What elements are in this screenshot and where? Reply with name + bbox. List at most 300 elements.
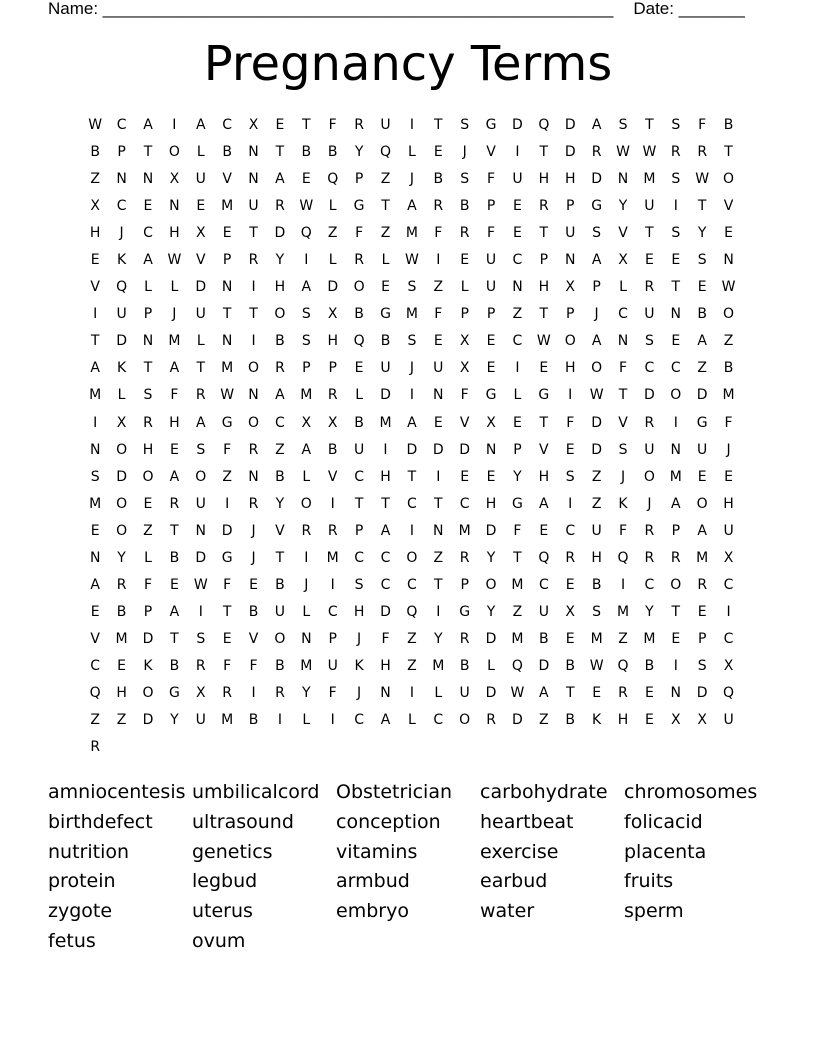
- grid-letter: W: [589, 387, 604, 404]
- grid-letter: R: [169, 495, 180, 512]
- grid-letter: X: [90, 198, 100, 215]
- grid-letter: E: [90, 522, 100, 539]
- grid-letter: G: [380, 306, 391, 323]
- grid-letter: I: [409, 684, 414, 701]
- grid-letter: O: [116, 495, 128, 512]
- grid-letter: R: [433, 198, 444, 215]
- grid-letter: T: [143, 144, 153, 161]
- grid-letter: B: [116, 603, 127, 620]
- grid-letter: S: [196, 441, 206, 458]
- grid-letter: E: [724, 468, 733, 485]
- grid-letter: I: [330, 495, 335, 512]
- grid-letter: E: [460, 468, 470, 485]
- grid-letter: Z: [618, 630, 628, 647]
- grid-letter: U: [591, 522, 602, 539]
- grid-letter: H: [485, 495, 497, 512]
- grid-letter: X: [116, 414, 127, 431]
- grid-letter: V: [222, 171, 232, 188]
- grid-letter: R: [195, 657, 206, 674]
- grid-letter: L: [407, 712, 416, 729]
- grid-letter: T: [671, 603, 681, 620]
- grid-letter: F: [724, 414, 733, 431]
- grid-letter: Q: [327, 171, 339, 188]
- grid-letter: I: [515, 144, 520, 161]
- grid-letter: D: [221, 522, 233, 539]
- name-field-label: Name: ______________________________________________________: [48, 0, 614, 18]
- grid-letter: E: [644, 252, 654, 269]
- word-list-item: nutrition: [48, 840, 130, 863]
- grid-letter: Q: [617, 657, 629, 674]
- grid-letter: A: [301, 279, 312, 296]
- grid-letter: C: [354, 468, 364, 485]
- word-list-item: folicacid: [624, 810, 703, 833]
- grid-letter: C: [644, 360, 655, 377]
- grid-letter: U: [248, 198, 259, 215]
- grid-letter: P: [671, 522, 681, 539]
- grid-letter: E: [117, 657, 127, 674]
- grid-letter: U: [565, 225, 576, 242]
- grid-letter: V: [275, 522, 285, 539]
- grid-letter: Z: [380, 225, 391, 242]
- grid-letter: D: [538, 657, 550, 674]
- grid-letter: O: [643, 468, 655, 485]
- grid-letter: H: [274, 279, 286, 296]
- grid-letter: A: [90, 576, 100, 593]
- grid-letter: A: [195, 117, 206, 133]
- grid-letter: M: [89, 495, 102, 512]
- grid-letter: E: [592, 684, 602, 701]
- grid-letter: V: [618, 225, 628, 242]
- grid-letter: U: [195, 171, 206, 188]
- grid-letter: I: [409, 117, 414, 133]
- word-list-item: carbohydrate: [480, 781, 608, 803]
- grid-letter: X: [670, 712, 681, 729]
- grid-letter: L: [381, 252, 390, 269]
- grid-letter: I: [225, 495, 230, 512]
- grid-letter: N: [248, 144, 259, 161]
- grid-letter: R: [248, 495, 259, 512]
- grid-letter: C: [670, 360, 681, 377]
- grid-letter: S: [671, 117, 681, 133]
- grid-letter: N: [617, 333, 629, 350]
- grid-letter: R: [222, 684, 233, 701]
- grid-letter: P: [697, 630, 707, 647]
- grid-letter: S: [301, 333, 311, 350]
- grid-letter: M: [432, 657, 445, 674]
- grid-letter: F: [618, 522, 628, 539]
- word-list-item: water: [480, 900, 535, 923]
- grid-letter: Q: [538, 117, 550, 133]
- grid-letter: T: [222, 306, 232, 323]
- grid-letter: F: [223, 576, 232, 593]
- grid-letter: N: [670, 441, 682, 458]
- grid-letter: F: [328, 117, 337, 133]
- grid-letter: O: [248, 414, 260, 431]
- grid-letter: F: [460, 387, 469, 404]
- grid-letter: P: [486, 306, 496, 323]
- grid-letter: A: [407, 414, 417, 431]
- grid-letter: L: [170, 279, 179, 296]
- word-list-item: Obstetrician: [336, 781, 453, 803]
- grid-letter: U: [380, 117, 391, 133]
- grid-letter: E: [724, 225, 733, 242]
- grid-letter: U: [485, 279, 497, 296]
- word-list-item: sperm: [624, 900, 684, 923]
- grid-letter: T: [645, 225, 654, 242]
- grid-letter: Z: [539, 712, 549, 729]
- grid-letter: B: [327, 144, 338, 161]
- grid-letter: C: [116, 198, 127, 215]
- grid-letter: O: [168, 144, 180, 161]
- grid-letter: W: [404, 252, 419, 269]
- grid-letter: B: [697, 306, 707, 323]
- grid-letter: I: [409, 387, 414, 404]
- grid-letter: H: [169, 225, 180, 242]
- grid-letter: P: [486, 198, 496, 215]
- grid-letter: N: [301, 630, 312, 647]
- grid-letter: R: [354, 252, 364, 269]
- grid-letter: C: [354, 549, 364, 566]
- grid-letter: H: [538, 468, 550, 485]
- grid-letter: E: [486, 333, 496, 350]
- grid-letter: V: [618, 414, 628, 431]
- grid-letter: I: [251, 279, 256, 296]
- grid-letter: H: [116, 684, 127, 701]
- grid-letter: L: [460, 279, 469, 296]
- grid-letter: Z: [591, 495, 602, 512]
- grid-letter: C: [406, 576, 417, 593]
- grid-letter: O: [353, 279, 365, 296]
- grid-letter: Z: [116, 712, 127, 729]
- grid-letter: F: [223, 657, 232, 674]
- grid-letter: P: [592, 279, 601, 296]
- grid-letter: J: [620, 468, 626, 485]
- grid-letter: O: [142, 684, 154, 701]
- grid-letter: L: [302, 603, 311, 620]
- grid-letter: C: [327, 603, 338, 620]
- grid-letter: D: [116, 333, 127, 350]
- grid-letter: X: [195, 684, 206, 701]
- grid-letter: U: [538, 603, 549, 620]
- grid-letter: X: [565, 603, 576, 620]
- grid-letter: C: [723, 576, 734, 593]
- grid-letter: F: [513, 522, 522, 539]
- grid-letter: C: [222, 117, 233, 133]
- grid-letter: B: [539, 630, 549, 647]
- grid-letter: A: [143, 117, 153, 133]
- grid-letter: M: [643, 630, 656, 647]
- grid-letter: Y: [697, 225, 707, 242]
- grid-letter: A: [143, 252, 153, 269]
- grid-letter: L: [328, 252, 337, 269]
- grid-letter: B: [565, 657, 576, 674]
- grid-letter: D: [195, 279, 207, 296]
- grid-letter: E: [513, 414, 522, 431]
- grid-letter: I: [726, 603, 731, 620]
- grid-letter: W: [299, 198, 314, 215]
- grid-letter: M: [221, 360, 234, 377]
- grid-letter: Z: [380, 171, 391, 188]
- grid-letter: F: [249, 657, 258, 674]
- grid-letter: E: [433, 414, 443, 431]
- grid-letter: U: [116, 306, 127, 323]
- grid-letter: Q: [89, 684, 101, 701]
- grid-letter: C: [459, 495, 470, 512]
- grid-letter: E: [697, 279, 707, 296]
- grid-letter: Y: [513, 468, 522, 485]
- grid-letter: D: [644, 387, 655, 404]
- grid-letter: Z: [407, 630, 417, 647]
- grid-letter: D: [142, 630, 154, 647]
- grid-letter: U: [723, 522, 734, 539]
- grid-letter: X: [486, 414, 496, 431]
- grid-letter: C: [143, 225, 153, 242]
- grid-letter: I: [330, 712, 335, 729]
- grid-letter: T: [539, 225, 549, 242]
- grid-letter: S: [143, 387, 153, 404]
- grid-letter: S: [407, 279, 417, 296]
- grid-letter: Z: [723, 333, 734, 350]
- grid-letter: H: [353, 603, 365, 620]
- grid-letter: K: [592, 712, 602, 729]
- grid-letter: B: [433, 171, 444, 188]
- grid-letter: P: [117, 144, 126, 161]
- grid-letter: U: [327, 657, 338, 674]
- grid-letter: J: [726, 441, 731, 458]
- letter-grid: [82, 112, 742, 761]
- grid-letter: D: [459, 441, 471, 458]
- grid-letter: C: [512, 333, 523, 350]
- grid-letter: P: [460, 576, 469, 593]
- grid-letter: R: [591, 144, 602, 161]
- grid-letter: R: [486, 712, 496, 729]
- grid-letter: S: [697, 252, 707, 269]
- grid-letter: A: [301, 441, 312, 458]
- grid-letter: A: [195, 414, 206, 431]
- grid-letter: T: [697, 198, 707, 215]
- grid-letter: P: [460, 306, 469, 323]
- grid-letter: D: [274, 225, 286, 242]
- grid-letter: I: [568, 495, 573, 512]
- grid-letter: T: [143, 360, 153, 377]
- grid-letter: P: [328, 360, 337, 377]
- grid-letter: T: [275, 549, 285, 566]
- grid-letter: A: [407, 198, 417, 215]
- grid-letter: A: [591, 333, 602, 350]
- grid-letter: T: [249, 225, 258, 242]
- word-list-item: chromosomes: [624, 781, 758, 803]
- grid-letter: F: [434, 306, 443, 323]
- grid-letter: A: [539, 684, 549, 701]
- grid-letter: O: [723, 171, 735, 188]
- grid-letter: L: [302, 468, 311, 485]
- grid-letter: A: [671, 495, 681, 512]
- grid-letter: H: [380, 468, 391, 485]
- grid-letter: Y: [117, 549, 126, 566]
- grid-letter: M: [511, 630, 524, 647]
- grid-letter: O: [591, 360, 603, 377]
- grid-letter: D: [485, 684, 497, 701]
- grid-letter: B: [723, 117, 734, 133]
- grid-letter: P: [222, 252, 232, 269]
- grid-letter: F: [698, 117, 707, 133]
- grid-letter: W: [536, 333, 551, 350]
- grid-letter: Y: [486, 549, 496, 566]
- grid-letter: F: [170, 387, 179, 404]
- grid-letter: N: [142, 171, 154, 188]
- grid-letter: B: [644, 657, 655, 674]
- grid-letter: A: [539, 495, 549, 512]
- grid-letter: A: [380, 712, 391, 729]
- grid-letter: U: [644, 198, 655, 215]
- grid-letter: X: [459, 360, 470, 377]
- grid-letter: B: [248, 603, 259, 620]
- grid-letter: T: [433, 576, 443, 593]
- grid-letter: R: [459, 630, 470, 647]
- grid-letter: K: [116, 252, 127, 269]
- grid-letter: L: [434, 684, 443, 701]
- grid-letter: L: [144, 279, 152, 296]
- grid-letter: Q: [538, 549, 550, 566]
- grid-letter: U: [512, 171, 523, 188]
- grid-letter: S: [565, 468, 575, 485]
- grid-letter: C: [380, 549, 391, 566]
- grid-letter: S: [618, 441, 628, 458]
- grid-letter: F: [143, 576, 152, 593]
- grid-letter: I: [198, 603, 203, 620]
- grid-letter: X: [248, 117, 259, 133]
- grid-letter: O: [406, 549, 418, 566]
- grid-letter: A: [697, 333, 707, 350]
- grid-letter: E: [169, 576, 179, 593]
- grid-letter: Q: [617, 549, 629, 566]
- grid-letter: I: [172, 117, 177, 133]
- grid-letter: B: [275, 333, 285, 350]
- grid-letter: G: [696, 414, 708, 431]
- word-list-item: amniocentesis: [48, 781, 186, 803]
- grid-letter: R: [116, 576, 127, 593]
- grid-letter: T: [302, 117, 311, 133]
- page-title: Pregnancy Terms: [203, 36, 613, 92]
- grid-letter: T: [671, 279, 681, 296]
- grid-letter: H: [142, 441, 154, 458]
- grid-letter: V: [539, 441, 549, 458]
- grid-letter: T: [354, 495, 364, 512]
- word-list-item: zygote: [48, 900, 113, 923]
- grid-letter: W: [220, 387, 235, 404]
- grid-letter: O: [274, 630, 286, 647]
- grid-letter: H: [89, 225, 101, 242]
- grid-letter: N: [433, 387, 444, 404]
- grid-letter: W: [167, 252, 182, 269]
- grid-letter: J: [594, 306, 599, 323]
- grid-letter: I: [304, 549, 309, 566]
- grid-letter: V: [459, 414, 470, 431]
- grid-letter: R: [644, 522, 655, 539]
- grid-letter: R: [644, 549, 655, 566]
- grid-letter: P: [566, 198, 575, 215]
- grid-letter: Z: [327, 225, 338, 242]
- grid-letter: E: [275, 117, 285, 133]
- grid-letter: N: [723, 252, 734, 269]
- grid-letter: X: [618, 252, 628, 269]
- grid-letter: R: [275, 684, 285, 701]
- grid-letter: Q: [116, 279, 128, 296]
- grid-letter: N: [221, 333, 233, 350]
- grid-letter: N: [89, 549, 101, 566]
- grid-letter: B: [723, 360, 734, 377]
- grid-letter: R: [354, 117, 364, 133]
- grid-letter: X: [327, 306, 338, 323]
- grid-letter: V: [90, 279, 100, 296]
- grid-letter: F: [618, 360, 628, 377]
- grid-letter: B: [354, 306, 364, 323]
- grid-letter: V: [195, 252, 206, 269]
- grid-letter: O: [274, 306, 286, 323]
- grid-letter: N: [485, 441, 497, 458]
- grid-letter: R: [248, 441, 259, 458]
- word-list-item: ultrasound: [192, 810, 294, 833]
- word-list-item: protein: [48, 870, 116, 893]
- grid-letter: U: [459, 684, 470, 701]
- grid-letter: N: [670, 684, 682, 701]
- grid-letter: A: [275, 171, 285, 188]
- word-list-item: earbud: [480, 870, 548, 893]
- grid-letter: U: [485, 252, 497, 269]
- grid-letter: I: [277, 712, 282, 729]
- grid-letter: A: [169, 468, 180, 485]
- grid-letter: A: [380, 522, 391, 539]
- grid-letter: E: [513, 225, 522, 242]
- grid-letter: T: [645, 117, 654, 133]
- grid-letter: N: [221, 279, 233, 296]
- word-list-item: ovum: [192, 929, 246, 952]
- grid-letter: F: [328, 684, 337, 701]
- grid-letter: E: [671, 333, 681, 350]
- grid-letter: O: [142, 468, 154, 485]
- grid-letter: E: [433, 144, 443, 161]
- grid-letter: M: [221, 198, 234, 215]
- word-list-item: conception: [336, 810, 441, 833]
- grid-letter: O: [300, 495, 312, 512]
- grid-letter: S: [460, 117, 470, 133]
- grid-letter: H: [564, 171, 576, 188]
- date-field-label: Date: _______: [633, 0, 745, 18]
- grid-letter: M: [511, 576, 524, 593]
- header: [48, 0, 745, 20]
- grid-letter: A: [275, 387, 285, 404]
- grid-letter: B: [459, 198, 470, 215]
- grid-letter: N: [564, 252, 576, 269]
- grid-letter: B: [565, 712, 576, 729]
- grid-letter: A: [591, 252, 602, 269]
- grid-letter: B: [327, 441, 338, 458]
- grid-letter: S: [90, 468, 100, 485]
- grid-letter: Z: [143, 522, 153, 539]
- grid-letter: W: [695, 171, 710, 188]
- grid-letter: V: [486, 144, 496, 161]
- grid-letter: J: [462, 144, 467, 161]
- grid-letter: A: [169, 360, 180, 377]
- grid-letter: H: [327, 333, 338, 350]
- grid-letter: I: [673, 198, 678, 215]
- word-list-item: vitamins: [336, 840, 418, 863]
- grid-letter: N: [512, 279, 523, 296]
- grid-letter: B: [222, 144, 232, 161]
- grid-letter: M: [722, 387, 735, 404]
- grid-letter: I: [436, 252, 441, 269]
- grid-letter: G: [221, 414, 233, 431]
